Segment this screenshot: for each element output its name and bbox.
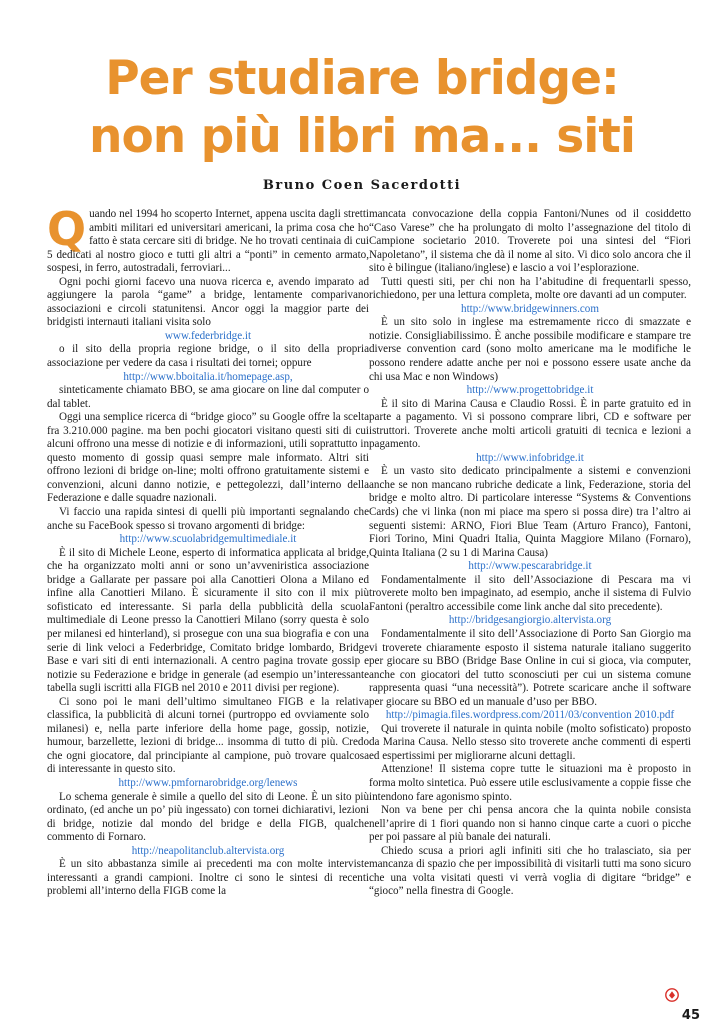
paragraph: Lo schema generale è simile a quello del sito di Leone. È un sito più ordinato, (ed anche un po’ più ingessato) con tornei dichiarativi, lezioni di bridge, notizie dal mondo del bridge e della FIGB, qualche commento di Fornaro. bbox=[47, 790, 369, 844]
paragraph: Fondamentalmente il sito dell’Associazione di Porto San Giorgio ma vi troverete chiaramente esposto il sistema naturale italiano suggerito per giocare su BBO (Bridge Base Online in cui si gioca, via computer, anche con giocatori del tutto sconosciuti per cui un sistema comune rappresenta quasi “una necessità”). Potrete scaricare anche il software per giocare su BBO ed un manuale d’uso per BBO. bbox=[369, 627, 691, 708]
paragraph: sinteticamente chiamato BBO, se ama giocare on line dal computer o dal tablet. bbox=[47, 384, 369, 410]
site-link[interactable]: http://www.pescarabridge.it bbox=[468, 560, 592, 573]
paragraph: Oggi una semplice ricerca di “bridge gioco” su Google offre la scelta fra 3.210.000 pagine. ma ben pochi giocatori visitano questi siti di cui alcuni offrono una messe di notizie e di informazioni, utili soprattutto in questo momento di gossip quasi sempre male informato. Altri siti offrono lezioni di bridge on-line; molti offrono gratuitamente sistemi e convenzioni, alcuni danno notizie, e pettegolezzi, dall’interno della Federazione e dalle squadre nazionali. bbox=[47, 411, 369, 505]
right-column bbox=[369, 208, 691, 899]
paragraph: Attenzione! Il sistema copre tutte le situazioni ma è proposto in forma molto sintetica. Può essere utile esclusivamente a coppie fisse che intendono fare agonismo spinto. bbox=[369, 763, 691, 803]
paragraph-text: uando nel 1994 ho scoperto Internet, appena uscita dagli stretti ambiti militari ed universitari americani, la prima cosa che ho fatto è stata cercare siti di bridge. Ne ho trovati centinaia di cui 5 dedicati al nostro gioco e tutti gli altri a “ponti” in cemento armato, sospesi, in ferro, autostradali, ferroviari... bbox=[47, 208, 369, 275]
site-link[interactable]: http://bridgesangiorgio.altervista.org bbox=[448, 614, 612, 627]
title-line-1: Per studiare bridge: bbox=[105, 51, 619, 106]
site-link[interactable]: http://neapolitanclub.altervista.org bbox=[131, 844, 285, 857]
paragraph: Non va bene per chi pensa ancora che la quinta nobile consista nell’aprire di 1 fiori quando non si hanno cinque carte a cuori o picche per poi passare al più banale dei naturali. bbox=[369, 804, 691, 844]
article-title bbox=[20, 50, 704, 166]
site-link[interactable]: http://www.scuolabridgemultimediale.it bbox=[119, 533, 297, 546]
paragraph: Qui troverete il naturale in quinta nobile (molto sofisticato) proposto da Marina Causa. Nello stesso sito troverete anche commenti di esperti ed espertissimi per migliorarne alcuni dettagli. bbox=[369, 722, 691, 762]
paragraph: Tutti questi siti, per chi non ha l’abitudine di frequentarli spesso, richiedono, per una lettura completa, molte ore davanti ad un computer. bbox=[369, 275, 691, 302]
page-number: 45 bbox=[681, 1008, 700, 1023]
paragraph: Vi faccio una rapida sintesi di quelli più importanti segnalando che anche su FaceBook spesso si trovano argomenti di bridge: bbox=[47, 506, 369, 532]
title-line-2: non più libri ma... siti bbox=[89, 109, 635, 164]
paragraph: È un sito solo in inglese ma estremamente ricco di smazzate e notizie. Consigliabilissimo. È anche possibile modificare e stampare tre diverse convention card (sono molto americane ma le modifiche le possono rendere adatte anche per noi e possono essere usate anche da chi usa Mac e non Windows) bbox=[369, 316, 691, 383]
site-link[interactable]: http://www.bboitalia.it/homepage.asp, bbox=[123, 370, 293, 383]
site-link[interactable]: http://www.pmfornarobridge.org/lenews bbox=[118, 776, 298, 789]
site-link[interactable]: http://pimagia.files.wordpress.com/2011/03/convention 2010.pdf bbox=[385, 709, 675, 722]
paragraph: Ci sono poi le mani dell’ultimo simultaneo FIGB e la relativa classifica, la pubblicità di alcuni tornei (purtroppo ed ovviamente solo milanesi) e, nella parte inferiore della home page, gossip, notizie, humour, barzellette, lezioni di bridge... insomma di tutto di più. Credo che ogni giocatore, dal principiante al campione, può trovare qualcosa di interessante in questo sito. bbox=[47, 695, 369, 776]
site-link[interactable]: http://www.bridgewinners.com bbox=[461, 302, 599, 315]
drop-cap: Q bbox=[47, 202, 87, 256]
left-column bbox=[47, 202, 369, 899]
paragraph: È il sito di Marina Causa e Claudio Rossi. È in parte gratuito ed in parte a pagamento. Vi si possono comprare libri, CD e software per istruttori. Troverete anche molti articoli gratuiti di tecnica e lezioni a pagamento. bbox=[369, 397, 691, 451]
paragraph: Chiedo scusa a priori agli infiniti siti che ho tralasciato, sia per mancanza di spazio che per impossibilità di visitarli tutti ma sono sicuro che una volta visitati questi vi verrà voglia di digitare “bridge” e “gioco” nella finestra di Google. bbox=[369, 844, 691, 898]
paragraph: o il sito della propria regione bridge, o il sito della propria associazione per vedere da casa i risultati dei tornei; oppure bbox=[47, 343, 369, 370]
bridge-logo-icon bbox=[665, 988, 679, 1002]
site-link[interactable]: http://www.infobridge.it bbox=[476, 451, 584, 464]
author-byline: Bruno Coen Sacerdotti bbox=[262, 178, 462, 193]
site-link[interactable]: http://www.progettobridge.it bbox=[466, 384, 594, 397]
site-link[interactable]: www.federbridge.it bbox=[164, 329, 252, 342]
paragraph: È un sito abbastanza simile ai precedenti ma con molte interviste interessanti a grandi campioni. Inoltre ci sono le sintesi di recenti problemi all’interno della FIGB come la bbox=[47, 858, 369, 898]
paragraph: Ogni pochi giorni facevo una nuova ricerca e, avendo imparato ad aggiungere la parola “game” a bridge, lentamente comparivano associazioni e circoli statunitensi. Ancor oggi la maggior parte dei bridgisti internauti italiani visita solo bbox=[47, 275, 369, 329]
paragraph: È un vasto sito dedicato principalmente a sistemi e convenzioni anche se non mancano rubriche dedicate a link, Federazione, storia del bridge e molto altro. Di particolare interesse “Systems & Conventions Cards) che vi linka (non mi piace ma spero si possa dire) tra l’altro ai seguenti sistemi: ARNO, Fiori Blue Team (Arturo Franco), Fantoni, Fiori Torino, Mini Quadri Italia, Quinta Maggiore Milano (Fornaro), Quinta Italiana (2 su 1 di Marina Causa) bbox=[369, 465, 691, 559]
paragraph bbox=[47, 202, 369, 276]
paragraph: mancata convocazione della coppia Fantoni/Nunes od il cosiddetto “Caso Varese” che ha prolungato di molto l’assegnazione del titolo di Campione societario 2010. Troverete poi una sintesi del “Fiori Napoletano”, il sistema che dà il nome al sito. Vi dico solo ancora che il sito è bilingue (italiano/inglese) e lascio a voi l’esplorazione. bbox=[369, 208, 691, 275]
paragraph: Fondamentalmente il sito dell’Associazione di Pescara ma vi troverete molto ben impaginato, ad esempio, anche il sistema di Fulvio Fantoni (peraltro accessibile come link anche dal sito precedente). bbox=[369, 573, 691, 613]
paragraph: È il sito di Michele Leone, esperto di informatica applicata al bridge, che ha organizzato molti anni or sono un’avveniristica associazione bridge a Gallarate per passare poi alla Canottieri Olona a Milano ed infine alla Canottieri Milano. È sicuramente il sito con il mix più sofisticato ed interessante. Si parla della pubblicità della scuola multimediale di Leone presso la Canottieri Milano (sorry questa è solo per milanesi ed hinterland), si prosegue con una sua biografia e con una serie di link veloci a Federbridge, Comitato bridge lombardo, Bridge Base e vari siti di enti internazionali. A centro pagina trovate gossip e notizie su Federazione e bridge in generale (ad esempio un’interessante tabella sugli iscritti alla FIGB nel 2010 e 2011 divisi per regione). bbox=[47, 546, 369, 695]
